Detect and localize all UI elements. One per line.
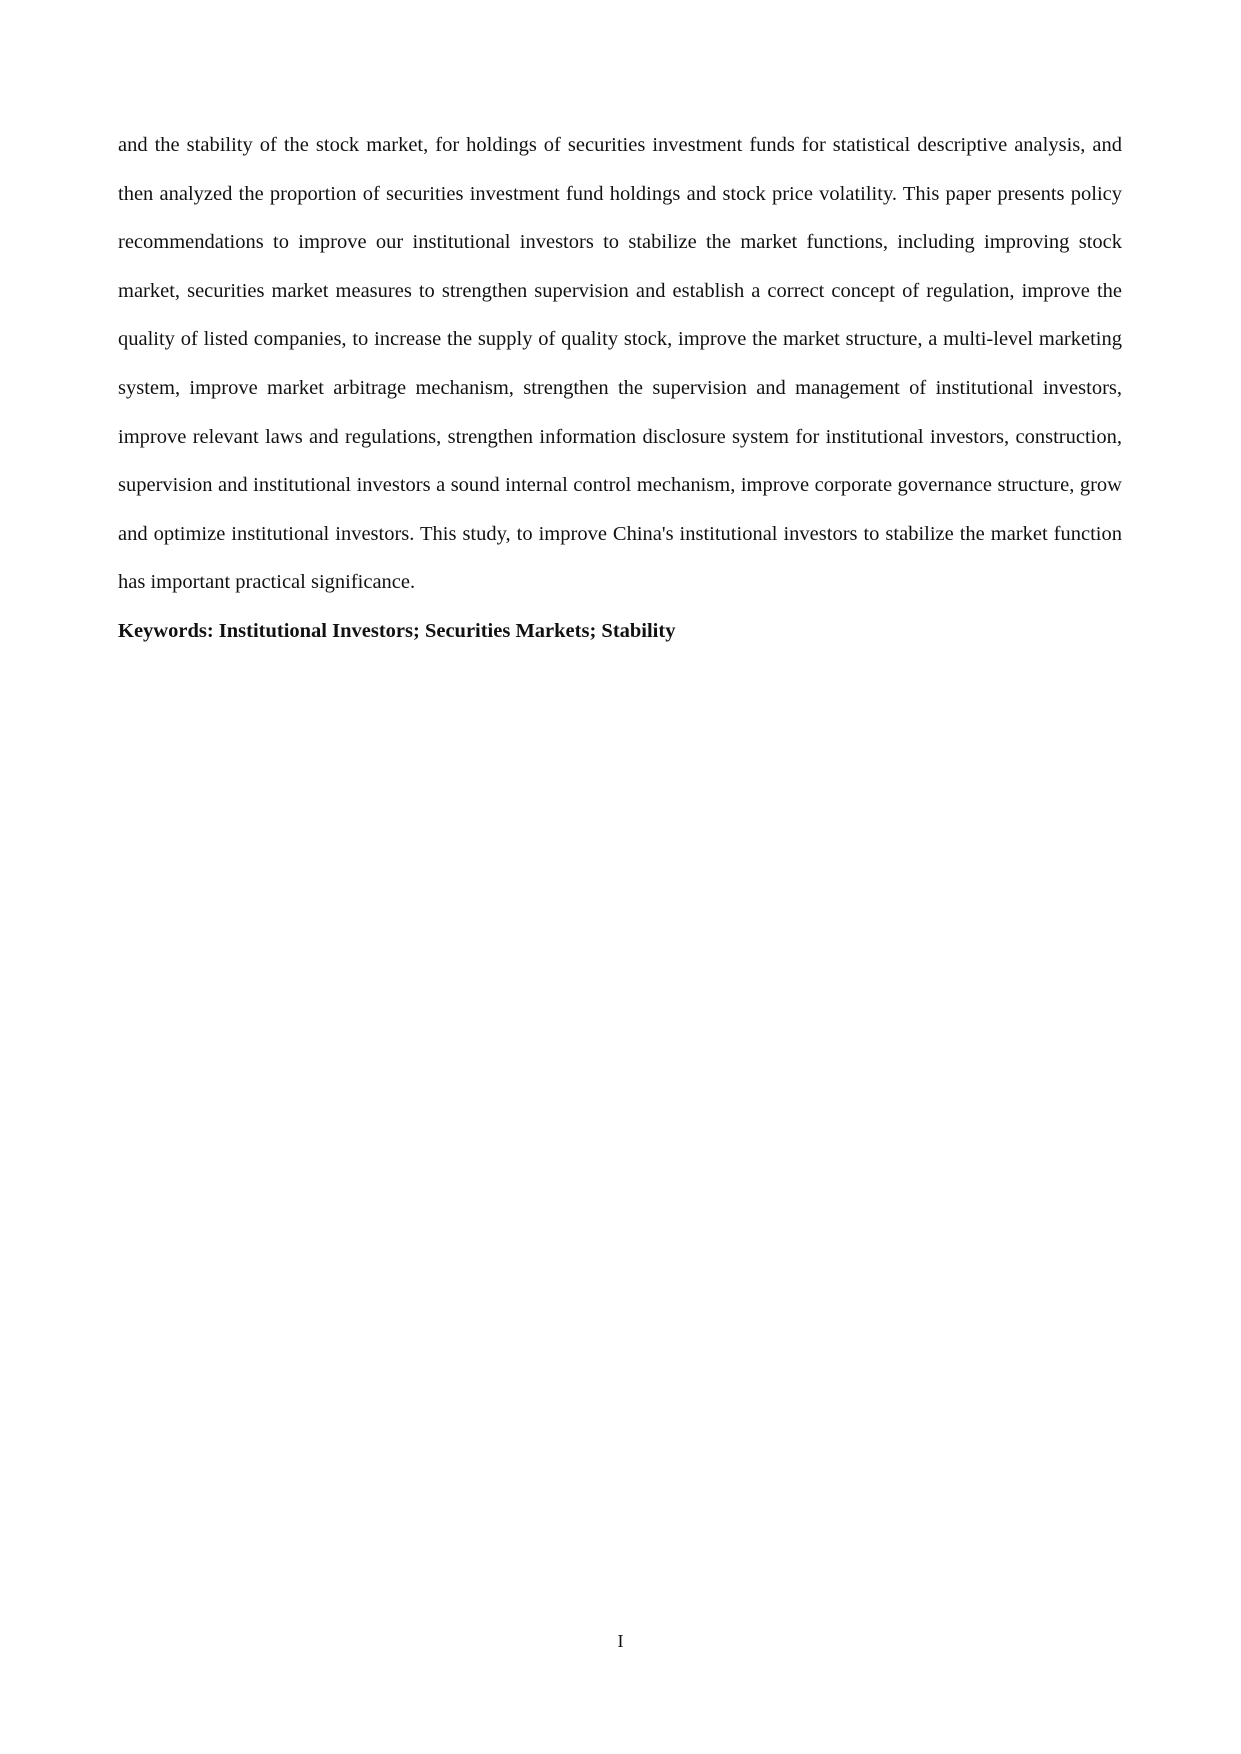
- keywords-line: Keywords: Institutional Investors; Securities Markets; Stability: [118, 619, 676, 642]
- abstract-paragraph: and the stability of the stock market, for holdings of securities investment funds for statistical descriptive analysis, and then analyzed the proportion of securities investment fund holdings and stock price volatility. This paper presents policy recommendations to improve our institutional investors to stabilize the market functions, including improving stock market, securities market measures to strengthen supervision and establish a correct concept of regulation, improve the quality of listed companies, to increase the supply of quality stock, improve the market structure, a multi-level marketing system, improve market arbitrage mechanism, strengthen the supervision and management of institutional investors, improve relevant laws and regulations, strengthen information disclosure system for institutional investors, construction, supervision and institutional investors a sound internal control mechanism, improve corporate governance structure, grow and optimize institutional investors. This study, to improve China's institutional investors to stabilize the market function has important practical significance.: [118, 134, 1122, 594]
- page-content: [118, 121, 1122, 656]
- page-number: I: [617, 1631, 624, 1651]
